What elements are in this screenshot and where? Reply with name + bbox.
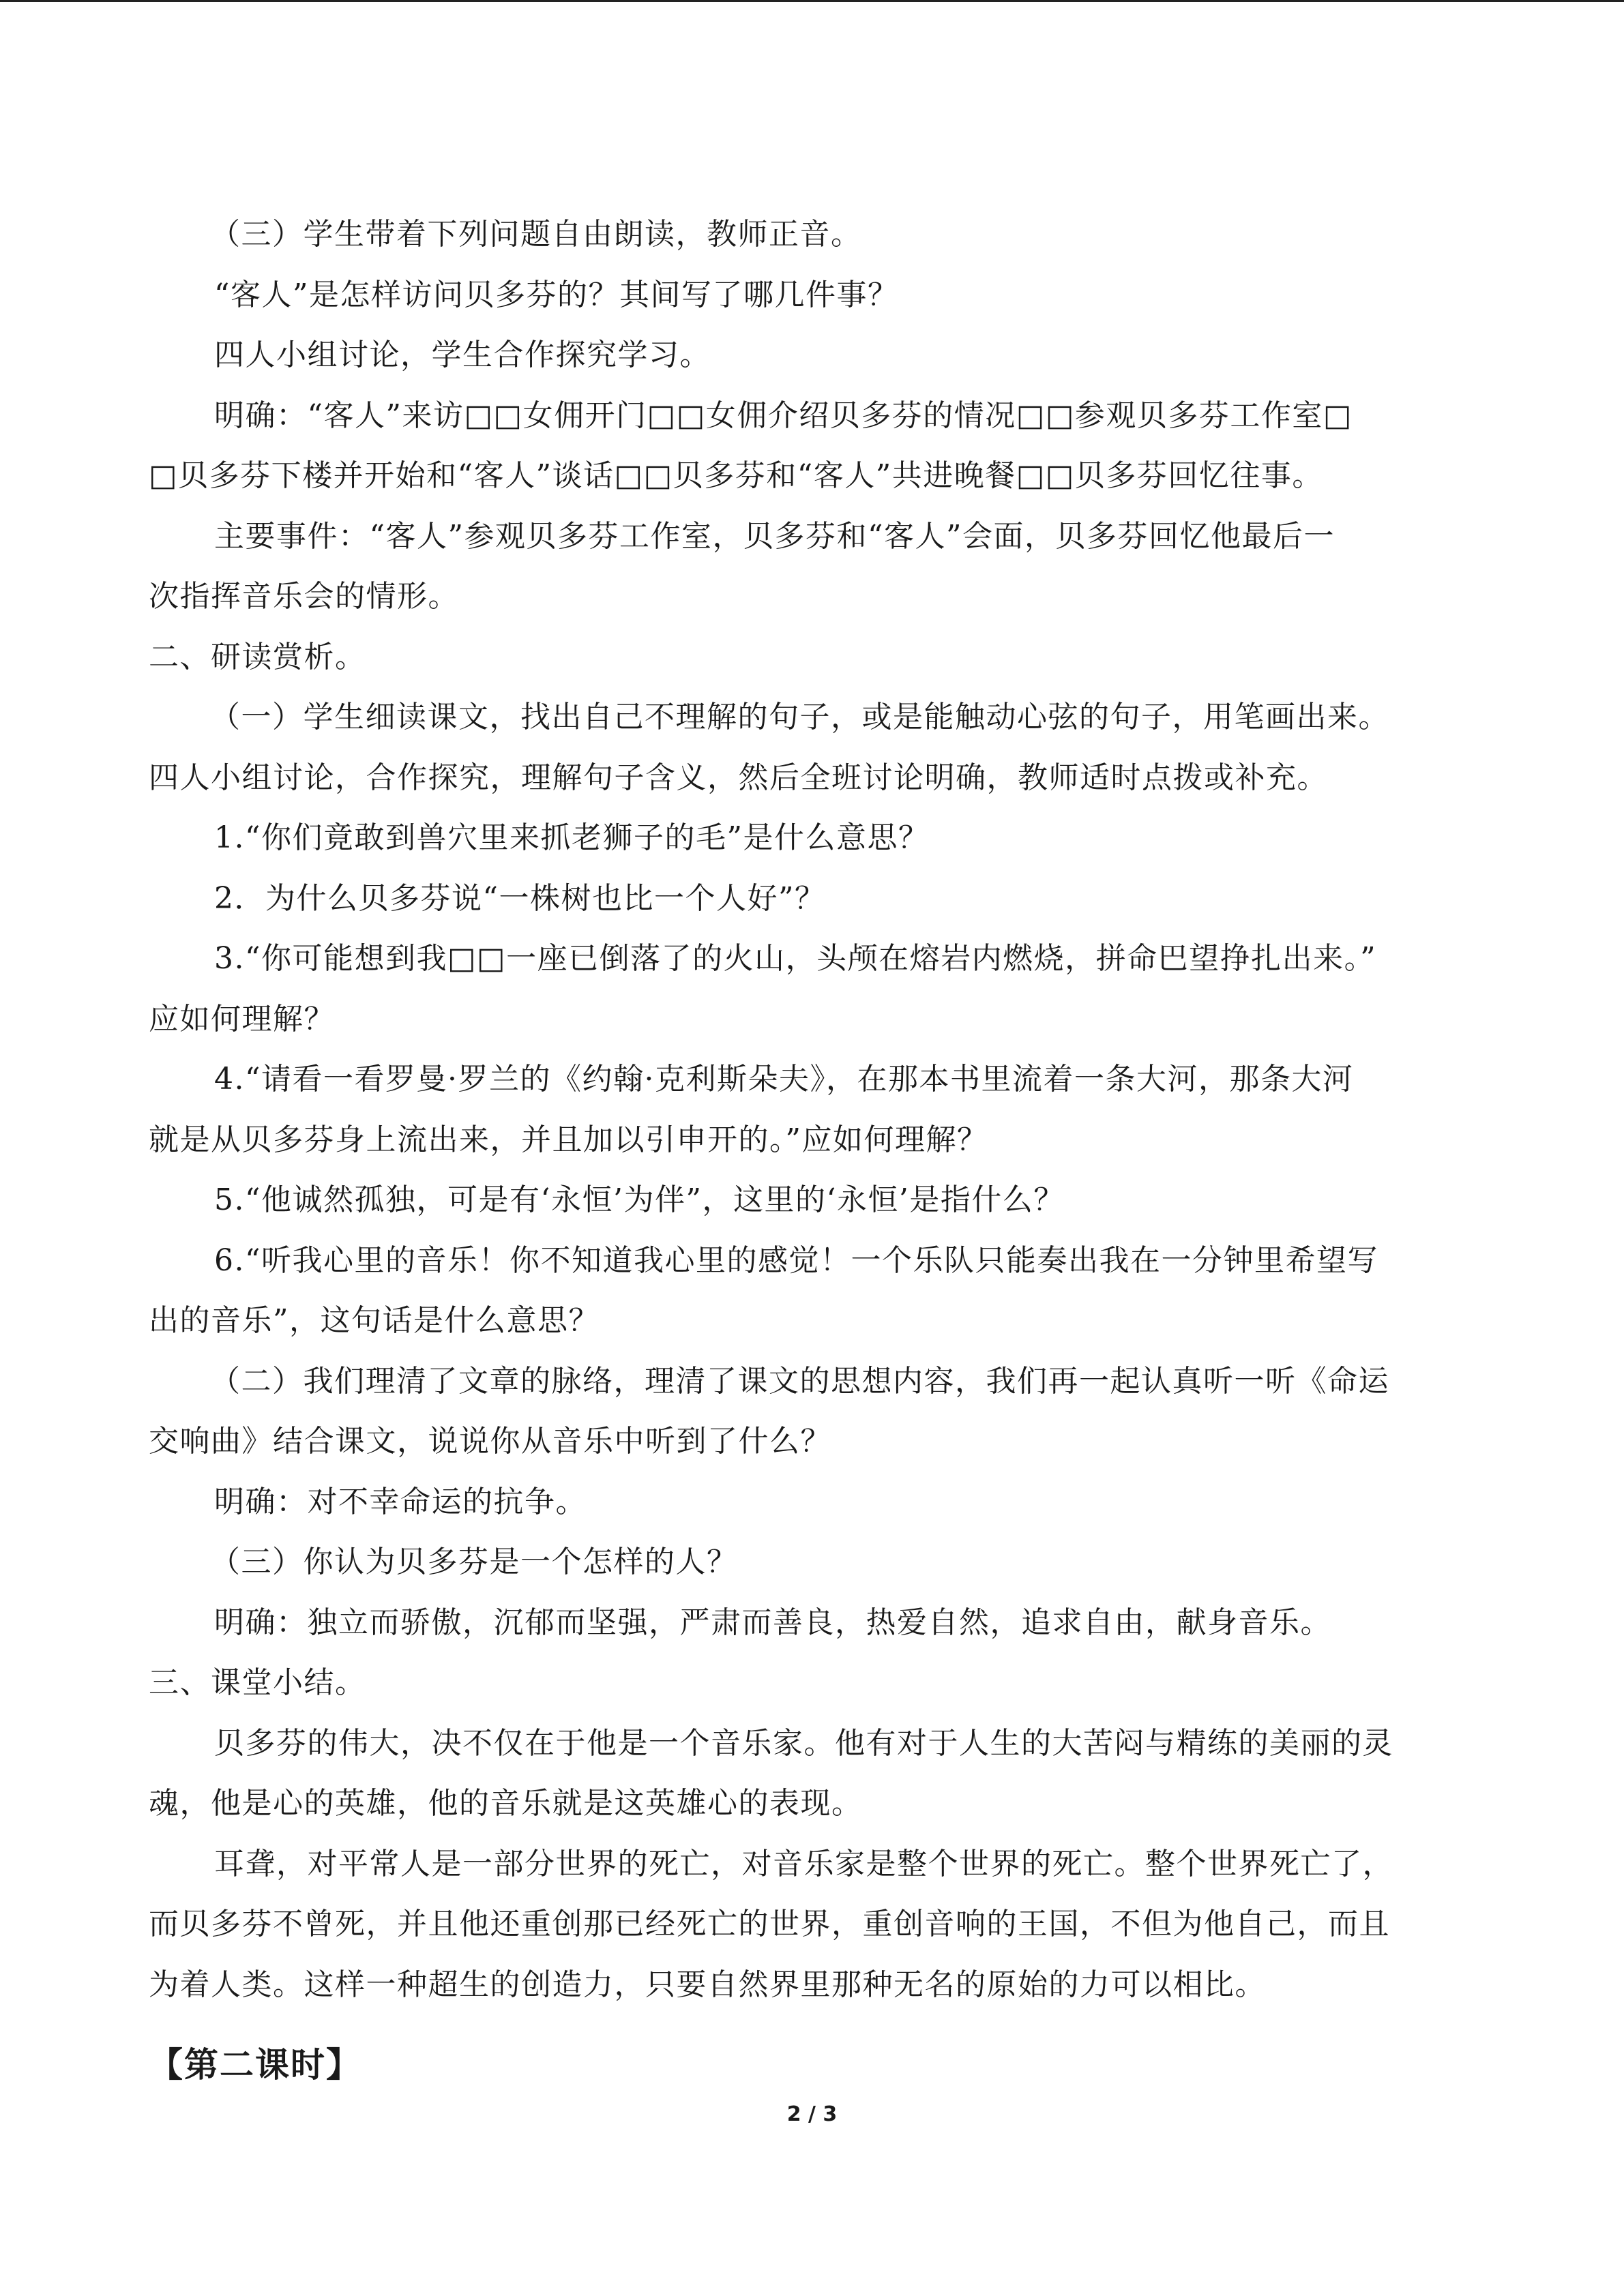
page-number: 2 / 3: [786, 2102, 838, 2126]
question-line: 应如何理解？: [149, 1001, 335, 1037]
paragraph-line: 为着人类。这样一种超生的创造力，只要自然界里那种无名的原始的力可以相比。: [149, 1967, 1266, 2002]
document-body: [149, 205, 1475, 2015]
paragraph-line: （二）我们理清了文章的脉络，理清了课文的思想内容，我们再一起认真听一听《命运: [210, 1363, 1389, 1399]
paragraph-line: （三）你认为贝多芬是一个怎样的人？: [210, 1545, 738, 1579]
question-line: 出的音乐”，这句话是什么意思？: [149, 1303, 600, 1338]
paragraph-line: 而贝多芬不曾死，并且他还重创那已经死亡的世界，重创音响的王国，不但为他自己，而且: [149, 1907, 1390, 1941]
section-heading-line: 三、课堂小结。: [149, 1665, 366, 1700]
paragraph-line: 魂，他是心的英雄，他的音乐就是这英雄心的表现。: [149, 1786, 863, 1821]
paragraph-line: 交响曲》结合课文，说说你从音乐中听到了什么？: [149, 1424, 831, 1459]
question-line: 2．为什么贝多芬说“一株树也比一个人好”？: [214, 880, 826, 916]
paragraph-line: （三）学生带着下列问题自由朗读，教师正音。: [210, 217, 862, 252]
question-line: 5.“他诚然孤独，可是有‘永恒’为伴”，这里的‘永恒’是指什么？: [214, 1182, 1065, 1217]
paragraph-line: 主要事件：“客人”参观贝多芬工作室，贝多芬和“客人”会面，贝多芬回忆他最后一: [214, 518, 1335, 554]
question-line: 就是从贝多芬身上流出来，并且加以引申开的。”应如何理解？: [149, 1122, 988, 1157]
paragraph-line: 贝多芬的伟大，决不仅在于他是一个音乐家。他有对于人生的大苦闷与精练的美丽的灵: [214, 1725, 1393, 1761]
paragraph-line: （一）学生细读课文，找出自己不理解的句子，或是能触动心弦的句子，用笔画出来。: [210, 700, 1389, 734]
question-line: 4.“请看一看罗曼·罗兰的《约翰·克利斯朵夫》，在那本书里流着一条大河，那条大河: [214, 1062, 1354, 1097]
question-line: 1.“你们竟敢到兽穴里来抓老狮子的毛”是什么意思？: [214, 820, 930, 855]
section-heading-line: 二、研读赏析。: [149, 639, 366, 674]
question-line: 6.“听我心里的音乐！你不知道我心里的感觉！一个乐队只能奏出我在一分钟里希望写: [214, 1242, 1378, 1278]
question-line: 3.“你可能想到我□□一座已倒落了的火山，头颅在熔岩内燃烧，拼命巴望挣扎出来。”: [214, 941, 1377, 976]
paragraph-line: 次指挥音乐会的情形。: [149, 579, 459, 614]
paragraph-line: 明确：对不幸命运的抗争。: [214, 1484, 587, 1519]
paragraph-line: “客人”是怎样访问贝多芬的？其间写了哪几件事？: [214, 277, 899, 312]
paragraph-line: □贝多芬下楼并开始和“客人”谈话□□贝多芬和“客人”共进晚餐□□贝多芬回忆往事。: [149, 458, 1323, 493]
paragraph-line: 明确：独立而骄傲，沉郁而坚强，严肃而善良，热爱自然，追求自由，献身音乐。: [214, 1605, 1331, 1640]
top-border-line: [0, 0, 1624, 2]
paragraph-line: 四人小组讨论，合作探究，理解句子含义，然后全班讨论明确，教师适时点拨或补充。: [149, 760, 1328, 795]
paragraph-line: 耳聋，对平常人是一部分世界的死亡，对音乐家是整个世界的死亡。整个世界死亡了，: [214, 1846, 1393, 1881]
paragraph-line: 四人小组讨论，学生合作探究学习。: [214, 338, 711, 372]
paragraph-line: 明确：“客人”来访□□女佣开门□□女佣介绍贝多芬的情况□□参观贝多芬工作室□: [214, 398, 1353, 433]
lesson-heading: 【第二课时】: [149, 2045, 361, 2085]
